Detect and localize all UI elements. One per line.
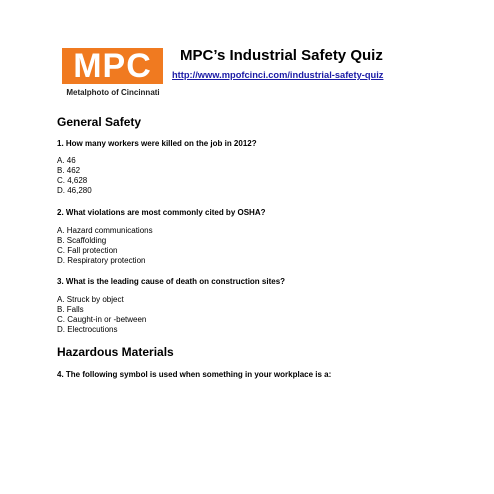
question-2: 2. What violations are most commonly cited by OSHA? bbox=[57, 208, 266, 217]
question-1: 1. How many workers were killed on the job in 2012? bbox=[57, 139, 257, 148]
option-c: C. 4,628 bbox=[57, 176, 88, 185]
option-d: D. 46,280 bbox=[57, 186, 92, 195]
question-4: 4. The following symbol is used when something in your workplace is a: bbox=[57, 370, 332, 379]
logo-caption: Metalphoto of Cincinnati bbox=[66, 88, 160, 97]
option-d: D. Electrocutions bbox=[57, 325, 118, 334]
logo-letters: MPC bbox=[62, 48, 163, 84]
question-1-options bbox=[57, 156, 92, 196]
section-heading-hazardous-materials: Hazardous Materials bbox=[57, 345, 174, 359]
option-b: B. 462 bbox=[57, 166, 81, 175]
question-2-options bbox=[57, 226, 153, 266]
option-c: C. Fall protection bbox=[57, 246, 118, 255]
option-b: B. Scaffolding bbox=[57, 236, 107, 245]
option-d: D. Respiratory protection bbox=[57, 256, 146, 265]
option-a: A. 46 bbox=[57, 156, 76, 165]
option-b: B. Falls bbox=[57, 305, 84, 314]
question-3: 3. What is the leading cause of death on construction sites? bbox=[57, 277, 286, 286]
page-title: MPC’s Industrial Safety Quiz bbox=[180, 47, 383, 64]
option-a: A. Hazard communications bbox=[57, 226, 153, 235]
section-heading-general-safety: General Safety bbox=[57, 115, 142, 129]
quiz-url-link[interactable]: http://www.mpofcinci.com/industrial-safety-quiz bbox=[172, 70, 384, 80]
option-c: C. Caught-in or -between bbox=[57, 315, 147, 324]
option-a: A. Struck by object bbox=[57, 295, 124, 304]
mpc-logo bbox=[58, 46, 168, 100]
question-3-options bbox=[57, 295, 146, 335]
